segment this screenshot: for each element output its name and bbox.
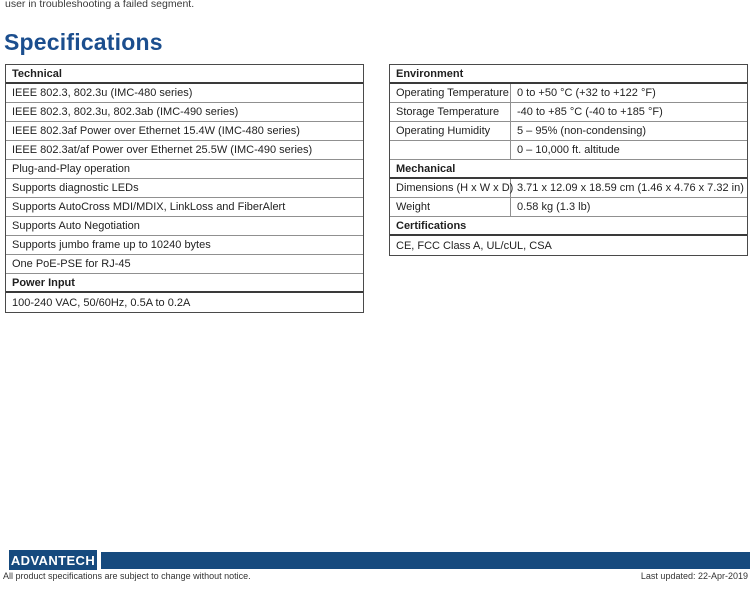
section-header-environment: Environment [390, 65, 747, 84]
environment-spec-table [389, 64, 748, 256]
row-label: Operating Humidity [390, 122, 511, 140]
table-row: Supports jumbo frame up to 10240 bytes [6, 236, 363, 255]
row-value: 3.71 x 12.09 x 18.59 cm (1.46 x 4.76 x 7.32 in) [517, 182, 744, 194]
row-label [390, 141, 511, 159]
table-row: Plug-and-Play operation [6, 160, 363, 179]
table-row: One PoE-PSE for RJ-45 [6, 255, 363, 274]
row-label: Weight [390, 198, 511, 216]
advantech-logo: ADVANTECH [9, 550, 97, 570]
section-header-mechanical: Mechanical [390, 160, 747, 179]
intro-paragraph-fragment: user in troubleshooting a failed segment. [5, 0, 195, 10]
section-header-technical: Technical [6, 65, 363, 84]
table-row [390, 122, 747, 141]
table-row: 100-240 VAC, 50/60Hz, 0.5A to 0.2A [12, 296, 191, 309]
row-label: Storage Temperature [390, 103, 511, 121]
row-value: 0.58 kg (1.3 lb) [517, 201, 591, 213]
section-header-power-input: Power Input [6, 274, 363, 293]
table-row [390, 103, 747, 122]
table-row: CE, FCC Class A, UL/cUL, CSA [396, 239, 552, 252]
table-row: Supports diagnostic LEDs [6, 179, 363, 198]
footer-disclaimer: All product specifications are subject to change without notice. [3, 571, 251, 581]
table-row: IEEE 802.3af Power over Ethernet 15.4W (IMC-480 series) [6, 122, 363, 141]
footer-divider-bar [101, 552, 750, 569]
table-row: IEEE 802.3at/af Power over Ethernet 25.5W (IMC-490 series) [6, 141, 363, 160]
row-label: Operating Temperature [390, 84, 511, 102]
table-row [390, 84, 747, 103]
table-row [390, 141, 747, 160]
section-header-certifications: Certifications [390, 217, 747, 236]
table-row: IEEE 802.3, 802.3u, 802.3ab (IMC-490 series) [6, 103, 363, 122]
table-row: Supports Auto Negotiation [6, 217, 363, 236]
row-value: 5 – 95% (non-condensing) [517, 125, 647, 137]
table-row: Supports AutoCross MDI/MDIX, LinkLoss and FiberAlert [6, 198, 363, 217]
row-value: 0 to +50 °C (+32 to +122 °F) [517, 87, 656, 99]
technical-spec-table [5, 64, 364, 313]
row-label: Dimensions (H x W x D) [390, 179, 511, 197]
footer-last-updated: Last updated: 22-Apr-2019 [640, 571, 748, 581]
row-value: -40 to +85 °C (-40 to +185 °F) [517, 106, 663, 118]
page-title: Specifications [4, 29, 163, 55]
table-row [390, 198, 747, 217]
table-row [390, 179, 747, 198]
row-value: 0 – 10,000 ft. altitude [517, 144, 620, 156]
table-row: IEEE 802.3, 802.3u (IMC-480 series) [6, 84, 363, 103]
